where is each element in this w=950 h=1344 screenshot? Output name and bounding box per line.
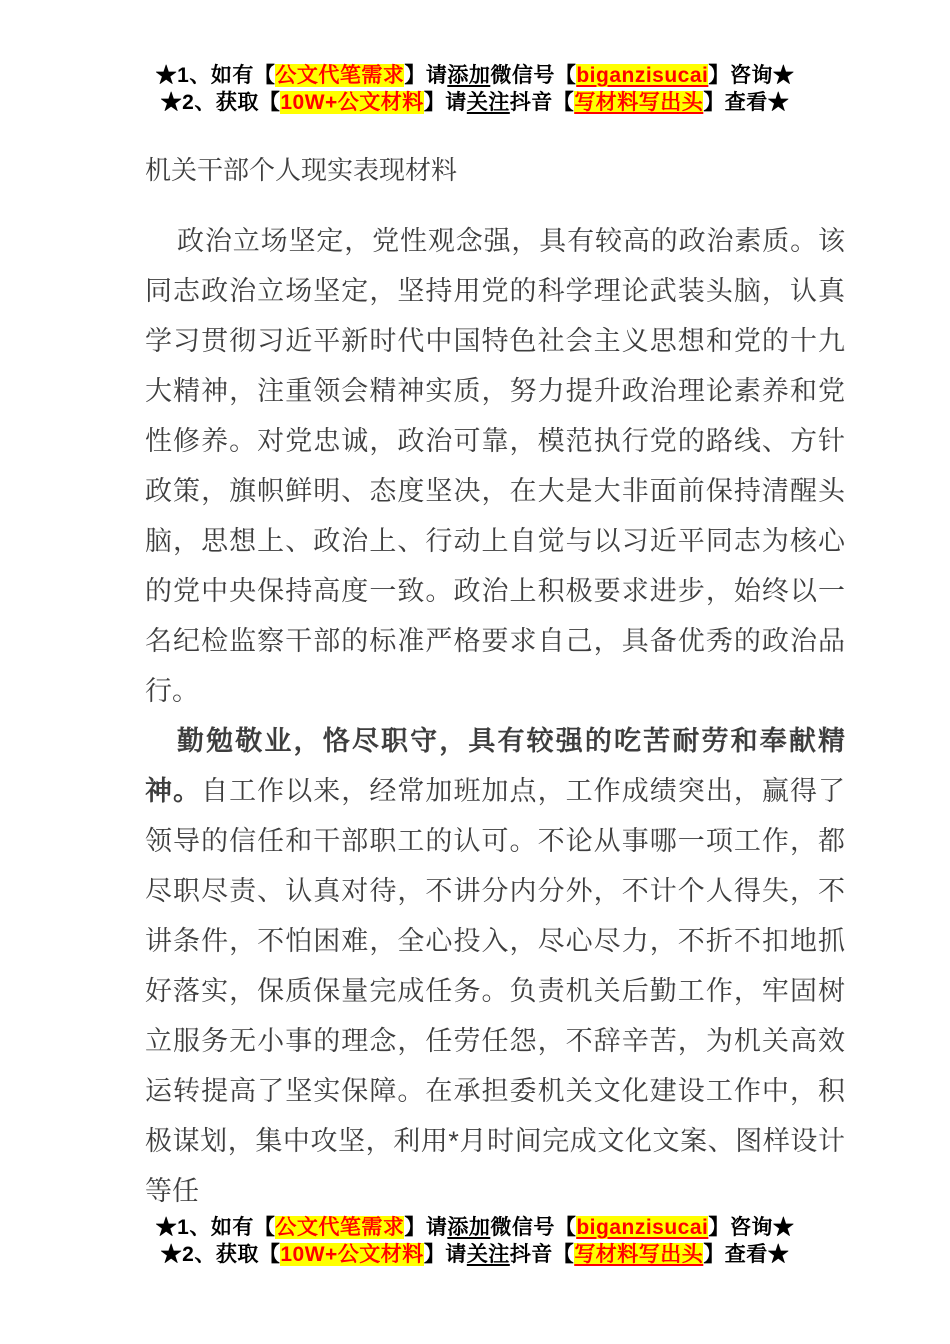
banner-suffix-text: 】查看★ <box>703 91 790 114</box>
banner-action-underline: 添加 <box>447 64 491 87</box>
banner-keyword-highlight: 10W+公文材料 <box>280 91 424 114</box>
banner-platform-text: 抖音【 <box>509 1243 575 1266</box>
banner-keyword-highlight: 公文代笔需求 <box>275 1216 405 1239</box>
paragraph-political-stance <box>145 216 845 716</box>
banner-suffix-text: 】咨询★ <box>708 1216 795 1239</box>
banner-action-underline: 关注 <box>466 91 510 114</box>
banner-action-underline: 添加 <box>447 1216 491 1239</box>
paragraph-work-ethic <box>145 716 845 1216</box>
banner-prefix-text: ★2、获取【 <box>160 91 281 114</box>
promo-banner-bottom-line-2 <box>0 1241 950 1268</box>
banner-douyin-id-highlight: 写材料写出头 <box>574 91 704 114</box>
banner-action-underline: 关注 <box>466 1243 510 1266</box>
promo-banner-top-line-1 <box>0 62 950 89</box>
banner-prefix-text: ★1、如有【 <box>155 1216 276 1239</box>
banner-suffix-text: 】咨询★ <box>708 64 795 87</box>
banner-mid-text: 】请 <box>423 1243 467 1266</box>
paragraph-lead-bold: 勤勉敬业，恪尽职守，具有较强的吃苦耐劳和奉献精神。 <box>145 726 845 806</box>
banner-suffix-text: 】查看★ <box>703 1243 790 1266</box>
banner-prefix-text: ★2、获取【 <box>160 1243 281 1266</box>
document-content <box>145 152 845 1216</box>
promo-banner-top <box>0 62 950 116</box>
banner-keyword-highlight: 10W+公文材料 <box>280 1243 424 1266</box>
banner-platform-text: 抖音【 <box>509 91 575 114</box>
banner-platform-text: 微信号【 <box>490 1216 577 1239</box>
banner-mid-text: 】请 <box>404 64 448 87</box>
banner-platform-text: 微信号【 <box>490 64 577 87</box>
promo-banner-bottom <box>0 1214 950 1268</box>
banner-douyin-id-highlight: 写材料写出头 <box>574 1243 704 1266</box>
banner-mid-text: 】请 <box>404 1216 448 1239</box>
promo-banner-top-line-2 <box>0 89 950 116</box>
banner-wechat-id-highlight: biganzisucai <box>576 1216 709 1239</box>
paragraph-text: 政治立场坚定，党性观念强，具有较高的政治素质。该同志政治立场坚定，坚持用党的科学理论武装头脑，认真学习贯彻习近平新时代中国特色社会主义思想和党的十九大精神，注重领会精神实质，努力提升政治理论素养和党性修养。对党忠诚，政治可靠，模范执行党的路线、方针政策，旗帜鲜明、态度坚决，在大是大非面前保持清醒头脑，思想上、政治上、行动上自觉与以习近平同志为核心的党中央保持高度一致。政治上积极要求进步，始终以一名纪检监察干部的标准严格要求自己，具备优秀的政治品行。 <box>145 226 845 706</box>
promo-banner-bottom-line-1 <box>0 1214 950 1241</box>
banner-mid-text: 】请 <box>423 91 467 114</box>
banner-prefix-text: ★1、如有【 <box>155 64 276 87</box>
paragraph-text: 自工作以来，经常加班加点，工作成绩突出，赢得了领导的信任和干部职工的认可。不论从事哪一项工作，都尽职尽责、认真对待，不讲分内分外，不计个人得失，不讲条件，不怕困难，全心投入，尽心尽力，不折不扣地抓好落实，保质保量完成任务。负责机关后勤工作，牢固树立服务无小事的理念，任劳任怨，不辞辛苦，为机关高效运转提高了坚实保障。在承担委机关文化建设工作中，积极谋划，集中攻坚，利用*月时间完成文化文案、图样设计等任 <box>145 776 846 1206</box>
banner-keyword-highlight: 公文代笔需求 <box>275 64 405 87</box>
banner-wechat-id-highlight: biganzisucai <box>576 64 709 87</box>
document-title: 机关干部个人现实表现材料 <box>145 155 458 185</box>
